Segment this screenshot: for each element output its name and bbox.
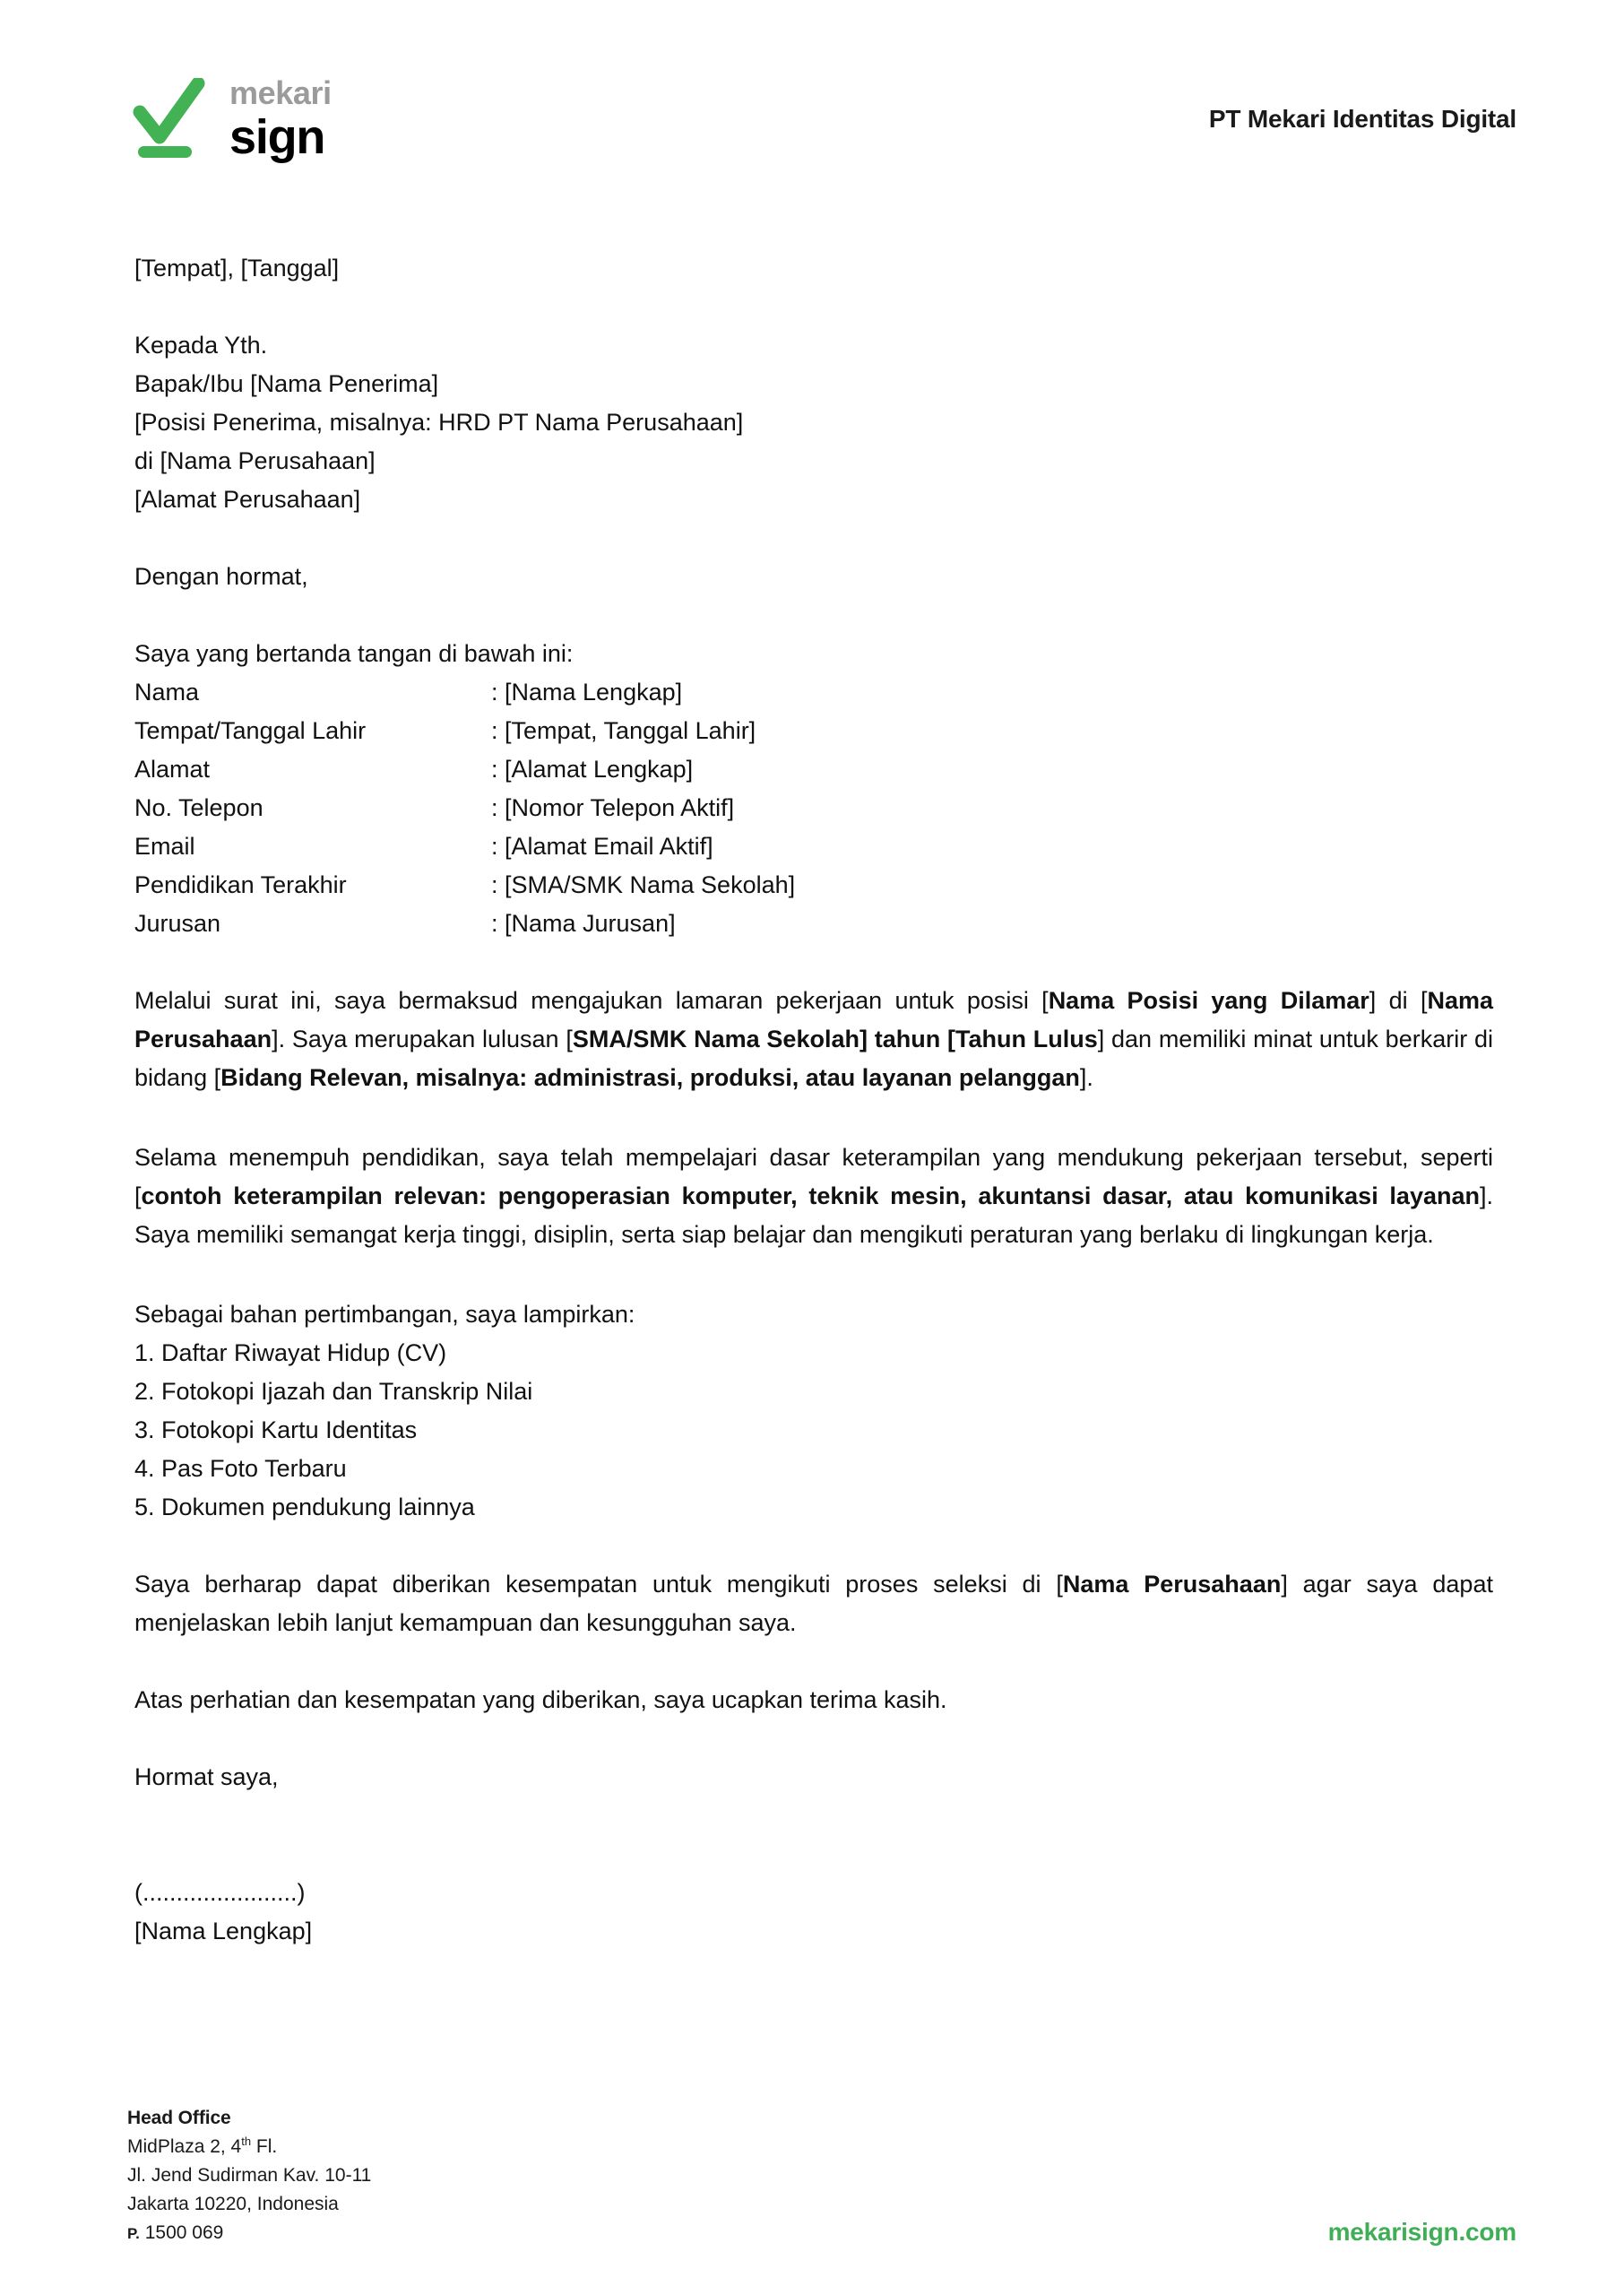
p1-seg-c: ] di [ (1369, 987, 1428, 1014)
footer-address-street: MidPlaza 2, 4 (127, 2136, 242, 2157)
paragraph-application-intent (134, 982, 1493, 1097)
list-item: 3. Fotokopi Kartu Identitas (134, 1416, 418, 1443)
table-row (134, 712, 1493, 750)
field-label: Jurusan (134, 910, 221, 937)
recipient-company: di [Nama Perusahaan] (134, 447, 376, 474)
footer-website[interactable]: mekarisign.com (1327, 2218, 1516, 2246)
spacer (134, 1642, 1493, 1681)
spacer (134, 943, 1493, 982)
p2-seg-b: contoh keterampilan relevan: pengoperasian komputer, teknik mesin, akuntansi dasar, atau komunikasi layanan (141, 1182, 1480, 1209)
p1-seg-d: Nama Perusahaan (134, 987, 1493, 1052)
field-label: Pendidikan Terakhir (134, 871, 347, 898)
spacer (134, 1527, 1493, 1565)
field-value: : [SMA/SMK Nama Sekolah] (491, 871, 796, 898)
p1-seg-h: [Tahun Lulus (946, 1026, 1098, 1052)
p2-seg-a: Selama menempuh pendidikan, saya telah mempelajari dasar keterampilan yang mendukung pekerjaan tersebut, seperti [ (134, 1144, 1493, 1209)
field-label: Alamat (134, 756, 211, 783)
document-footer (127, 2104, 1516, 2248)
signature-placeholder-line: (.......................) (134, 1879, 306, 1906)
table-row (134, 789, 1493, 827)
list-item: 4. Pas Foto Terbaru (134, 1455, 347, 1482)
p1-seg-a: Melalui surat ini, saya bermaksud mengajukan lamaran pekerjaan untuk posisi [ (134, 987, 1049, 1014)
p3-seg-c: ] agar saya dapat menjelaskan lebih lanjut kemampuan dan kesungguhan saya. (134, 1571, 1493, 1636)
place-and-date: [Tempat], [Tanggal] (134, 255, 340, 281)
table-row (134, 827, 1493, 866)
field-value: : [Tempat, Tanggal Lahir] (491, 717, 756, 744)
spacer (134, 1719, 1493, 1758)
brand-wordmark (229, 74, 332, 164)
mekari-sign-logo (133, 74, 332, 164)
field-value: : [Nomor Telepon Aktif] (491, 794, 735, 821)
signature-block (134, 1874, 1493, 1951)
footer-address-line-1 (127, 2133, 371, 2161)
table-row (134, 673, 1493, 712)
footer-address-floor: Fl. (251, 2136, 278, 2157)
declaration-intro: Saya yang bertanda tangan di bawah ini: (134, 640, 574, 667)
signature-name: [Nama Lengkap] (134, 1918, 313, 1944)
spacer (134, 288, 1493, 326)
field-label: Tempat/Tanggal Lahir (134, 717, 367, 744)
greeting: Dengan hormat, (134, 563, 308, 590)
signature-space (134, 1797, 1493, 1874)
paragraph-selection-hope (134, 1565, 1493, 1642)
recipient-salutation: Kepada Yth. (134, 332, 268, 359)
paragraph-skills (134, 1139, 1493, 1254)
p1-seg-i: ] dan memiliki minat untuk berkarir di bidang [ (134, 1026, 1493, 1091)
p1-seg-j: Bidang Relevan, misalnya: administrasi, produksi, atau layanan pelanggan (220, 1064, 1080, 1091)
field-label: Nama (134, 679, 200, 706)
recipient-position: [Posisi Penerima, misalnya: HRD PT Nama Perusahaan] (134, 409, 744, 436)
attachments-list (134, 1334, 1493, 1527)
spacer (134, 1097, 1493, 1139)
p2-seg-c: ]. Saya memiliki semangat kerja tinggi, disiplin, serta siap belajar dan mengikuti peraturan yang berlaku di lingkungan kerja. (134, 1182, 1493, 1248)
phone-label: P. (127, 2225, 140, 2242)
list-item: 5. Dokumen pendukung lainnya (134, 1494, 475, 1520)
list-item: 1. Daftar Riwayat Hidup (CV) (134, 1339, 447, 1366)
list-item: 2. Fotokopi Ijazah dan Transkrip Nilai (134, 1378, 533, 1405)
p1-seg-g: tahun (867, 1026, 947, 1052)
table-row (134, 750, 1493, 789)
personal-details-table (134, 673, 1493, 943)
phone-number: 1500 069 (144, 2222, 224, 2243)
company-name: PT Mekari Identitas Digital (1208, 105, 1516, 133)
p1-seg-k: ]. (1079, 1064, 1093, 1091)
p1-seg-b: Nama Posisi yang Dilamar (1048, 987, 1369, 1014)
footer-office-title: Head Office (127, 2108, 231, 2128)
p1-seg-e: ]. Saya merupakan lulusan [ (272, 1026, 573, 1052)
ordinal-suffix: th (241, 2135, 252, 2148)
p3-seg-b: Nama Perusahaan (1062, 1571, 1282, 1598)
recipient-address: [Alamat Perusahaan] (134, 486, 361, 513)
spacer (134, 1254, 1493, 1295)
paragraph-thanks: Atas perhatian dan kesempatan yang diberikan, saya ucapkan terima kasih. (134, 1686, 947, 1713)
closing-salutation: Hormat saya, (134, 1763, 279, 1790)
field-value: : [Alamat Email Aktif] (491, 833, 713, 860)
table-row (134, 905, 1493, 943)
p3-seg-a: Saya berharap dapat diberikan kesempatan untuk mengikuti proses seleksi di [ (134, 1571, 1063, 1598)
brand-name-sign: sign (229, 110, 325, 164)
footer-address-block (127, 2104, 371, 2248)
footer-phone (127, 2219, 371, 2248)
table-row (134, 866, 1493, 905)
recipient-name: Bapak/Ibu [Nama Penerima] (134, 370, 439, 397)
brand-name-mekari: mekari (229, 74, 332, 111)
document-header (133, 70, 1516, 169)
spacer (134, 596, 1493, 635)
attachments-intro: Sebagai bahan pertimbangan, saya lampirkan: (134, 1301, 635, 1328)
field-value: : [Nama Jurusan] (491, 910, 676, 937)
field-label: No. Telepon (134, 794, 263, 821)
p1-seg-f: SMA/SMK Nama Sekolah] (572, 1026, 868, 1052)
field-value: : [Nama Lengkap] (491, 679, 683, 706)
green-check-underline-icon (133, 78, 210, 160)
spacer (134, 519, 1493, 558)
field-value: : [Alamat Lengkap] (491, 756, 694, 783)
footer-address-line-3: Jakarta 10220, Indonesia (127, 2194, 339, 2214)
footer-address-line-2: Jl. Jend Sudirman Kav. 10-11 (127, 2165, 372, 2186)
field-label: Email (134, 833, 195, 860)
recipient-block (134, 326, 1493, 519)
letter-body (134, 249, 1493, 1951)
